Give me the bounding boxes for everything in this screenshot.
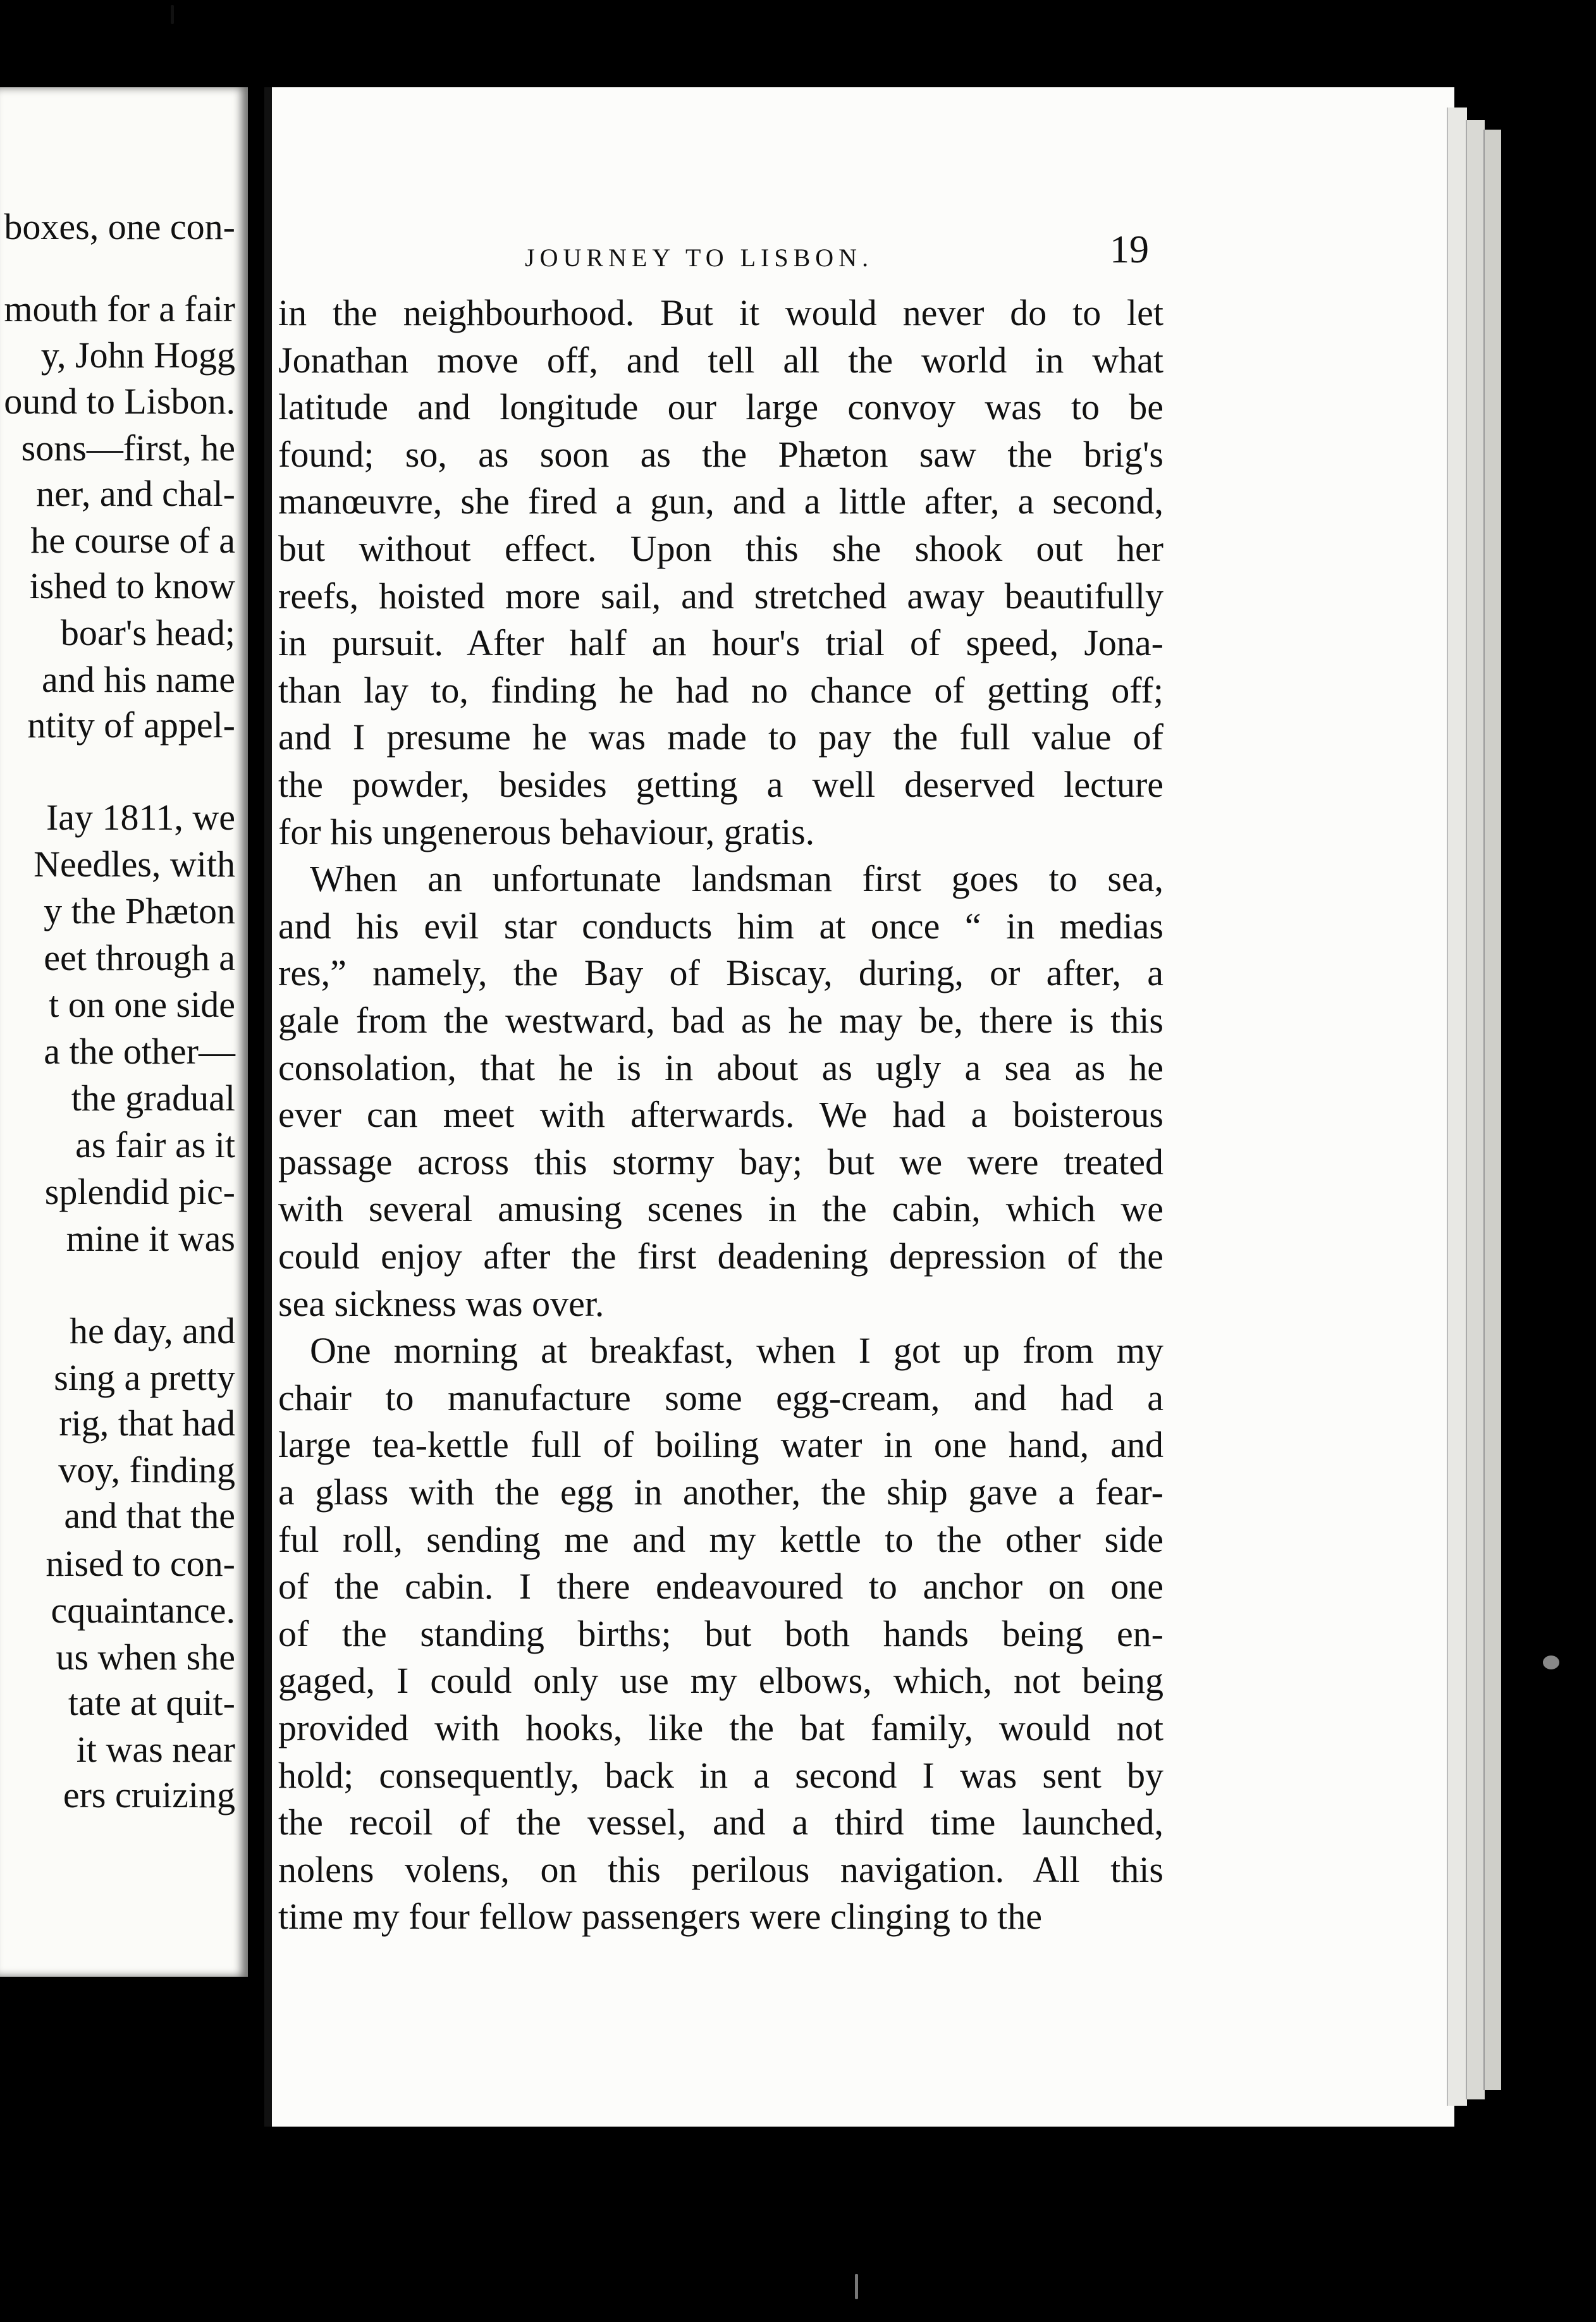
body-line: in the neighbourhood. But it would never do to let	[278, 292, 1163, 333]
page-number: 19	[1110, 228, 1149, 271]
left-page-fragment: ers cruizing	[63, 1774, 235, 1815]
left-page-fragment: t on one side	[49, 984, 235, 1025]
body-line: a glass with the egg in another, the ship gave a fear-	[278, 1471, 1163, 1513]
body-line: and I presume he was made to pay the full value of	[278, 716, 1163, 758]
left-page-fragment: tate at quit-	[68, 1682, 235, 1723]
scan-speck	[855, 2274, 858, 2299]
left-page-fragment: a the other—	[44, 1031, 235, 1072]
left-page-fragment: he course of a	[30, 520, 235, 561]
body-line: chair to manufacture some egg-cream, and had a	[278, 1377, 1163, 1418]
body-line: Jonathan move off, and tell all the world in what	[278, 339, 1163, 381]
body-line: large tea-kettle full of boiling water in one hand, and	[278, 1424, 1163, 1466]
left-page-fragment: it was near	[76, 1729, 235, 1770]
body-line: in pursuit. After half an hour's trial of speed, Jona-	[278, 622, 1163, 664]
left-page-fragment: us when she	[56, 1637, 235, 1678]
body-line: When an unfortunate landsman first goes to sea,	[310, 858, 1163, 900]
body-line: gale from the westward, bad as he may be, there is this	[278, 1000, 1163, 1041]
body-line: of the standing births; but both hands being en-	[278, 1612, 1163, 1654]
page-edge	[1447, 108, 1467, 2106]
body-line: could enjoy after the first deadening depression of the	[278, 1236, 1163, 1277]
scan-speck	[171, 5, 174, 24]
body-line: consolation, that he is in about as ugly a sea as he	[278, 1047, 1163, 1088]
left-page-fragment: boxes, one con-	[4, 206, 235, 247]
left-page-fragment: splendid pic-	[44, 1171, 235, 1212]
left-page-fragment: nised to con-	[46, 1543, 235, 1584]
body-line: found; so, as soon as the Phæton saw the brig's	[278, 433, 1163, 475]
left-page	[0, 87, 248, 1977]
body-line: ful roll, sending me and my kettle to the other side	[278, 1518, 1163, 1560]
left-page-fragment: ound to Lisbon.	[4, 381, 235, 422]
left-page-fragment: ished to know	[29, 565, 235, 606]
page-edge	[1483, 130, 1501, 2090]
body-line: manœuvre, she fired a gun, and a little after, a second,	[278, 481, 1163, 522]
body-line: for his ungenerous behaviour, gratis.	[278, 811, 815, 852]
body-line: sea sickness was over.	[278, 1282, 605, 1324]
left-page-fragment: and that the	[64, 1495, 235, 1536]
left-page-fragment: sons—first, he	[21, 427, 235, 469]
left-page-fragment: ner, and chal-	[36, 473, 235, 514]
body-line: the powder, besides getting a well deserved lecture	[278, 764, 1163, 805]
left-page-fragment: voy, finding	[58, 1449, 235, 1490]
left-page-fragment: boar's head;	[60, 612, 235, 653]
body-line: gaged, I could only use my elbows, which, not being	[278, 1660, 1163, 1702]
left-page-fragment: mouth for a fair	[4, 288, 235, 329]
page-edge	[1466, 120, 1485, 2099]
body-line: of the cabin. I there endeavoured to anchor on one	[278, 1566, 1163, 1607]
body-line: with several amusing scenes in the cabin, which we	[278, 1188, 1163, 1230]
left-page-fragment: Iay 1811, we	[46, 797, 235, 838]
left-page-fragment: ntity of appel-	[27, 704, 235, 746]
running-head: JOURNEY TO LISBON.	[525, 243, 874, 272]
left-page-fragment: and his name	[41, 659, 235, 700]
body-line: provided with hooks, like the bat family, would not	[278, 1707, 1163, 1748]
body-line: but without effect. Upon this she shook out her	[278, 528, 1163, 569]
left-page-fragment: cquaintance.	[51, 1590, 235, 1631]
body-line: nolens volens, on this perilous navigation. All this	[278, 1848, 1163, 1890]
left-page-fragment: he day, and	[70, 1310, 235, 1351]
body-line: the recoil of the vessel, and a third time launched,	[278, 1802, 1163, 1843]
scan-speck	[1543, 1656, 1559, 1669]
body-line: than lay to, finding he had no chance of getting off;	[278, 669, 1163, 711]
body-line: and his evil star conducts him at once “ in medias	[278, 905, 1163, 947]
body-line: latitude and longitude our large convoy was to be	[278, 386, 1163, 428]
body-line: res,” namely, the Bay of Biscay, during, or after, a	[278, 952, 1163, 994]
body-line: passage across this stormy bay; but we were treated	[278, 1141, 1163, 1182]
left-page-fragment: mine it was	[66, 1218, 235, 1259]
body-line: ever can meet with afterwards. We had a boisterous	[278, 1094, 1163, 1136]
left-page-fragment: the gradual	[71, 1078, 235, 1119]
left-page-fragment: eet through a	[44, 937, 235, 978]
left-page-fragment: y the Phæton	[44, 890, 235, 931]
body-line: time my four fellow passengers were clinging to the	[278, 1896, 1043, 1938]
left-page-fragment: Needles, with	[34, 844, 235, 885]
left-page-fragment: as fair as it	[75, 1124, 235, 1165]
left-page-fragment: rig, that had	[59, 1403, 235, 1444]
left-page-fragment: y, John Hogg	[40, 335, 235, 376]
body-line: reefs, hoisted more sail, and stretched away beautifully	[278, 575, 1163, 617]
body-line: hold; consequently, back in a second I was sent by	[278, 1754, 1163, 1796]
body-line: One morning at breakfast, when I got up from my	[310, 1330, 1163, 1372]
left-page-fragment: sing a pretty	[54, 1357, 235, 1398]
